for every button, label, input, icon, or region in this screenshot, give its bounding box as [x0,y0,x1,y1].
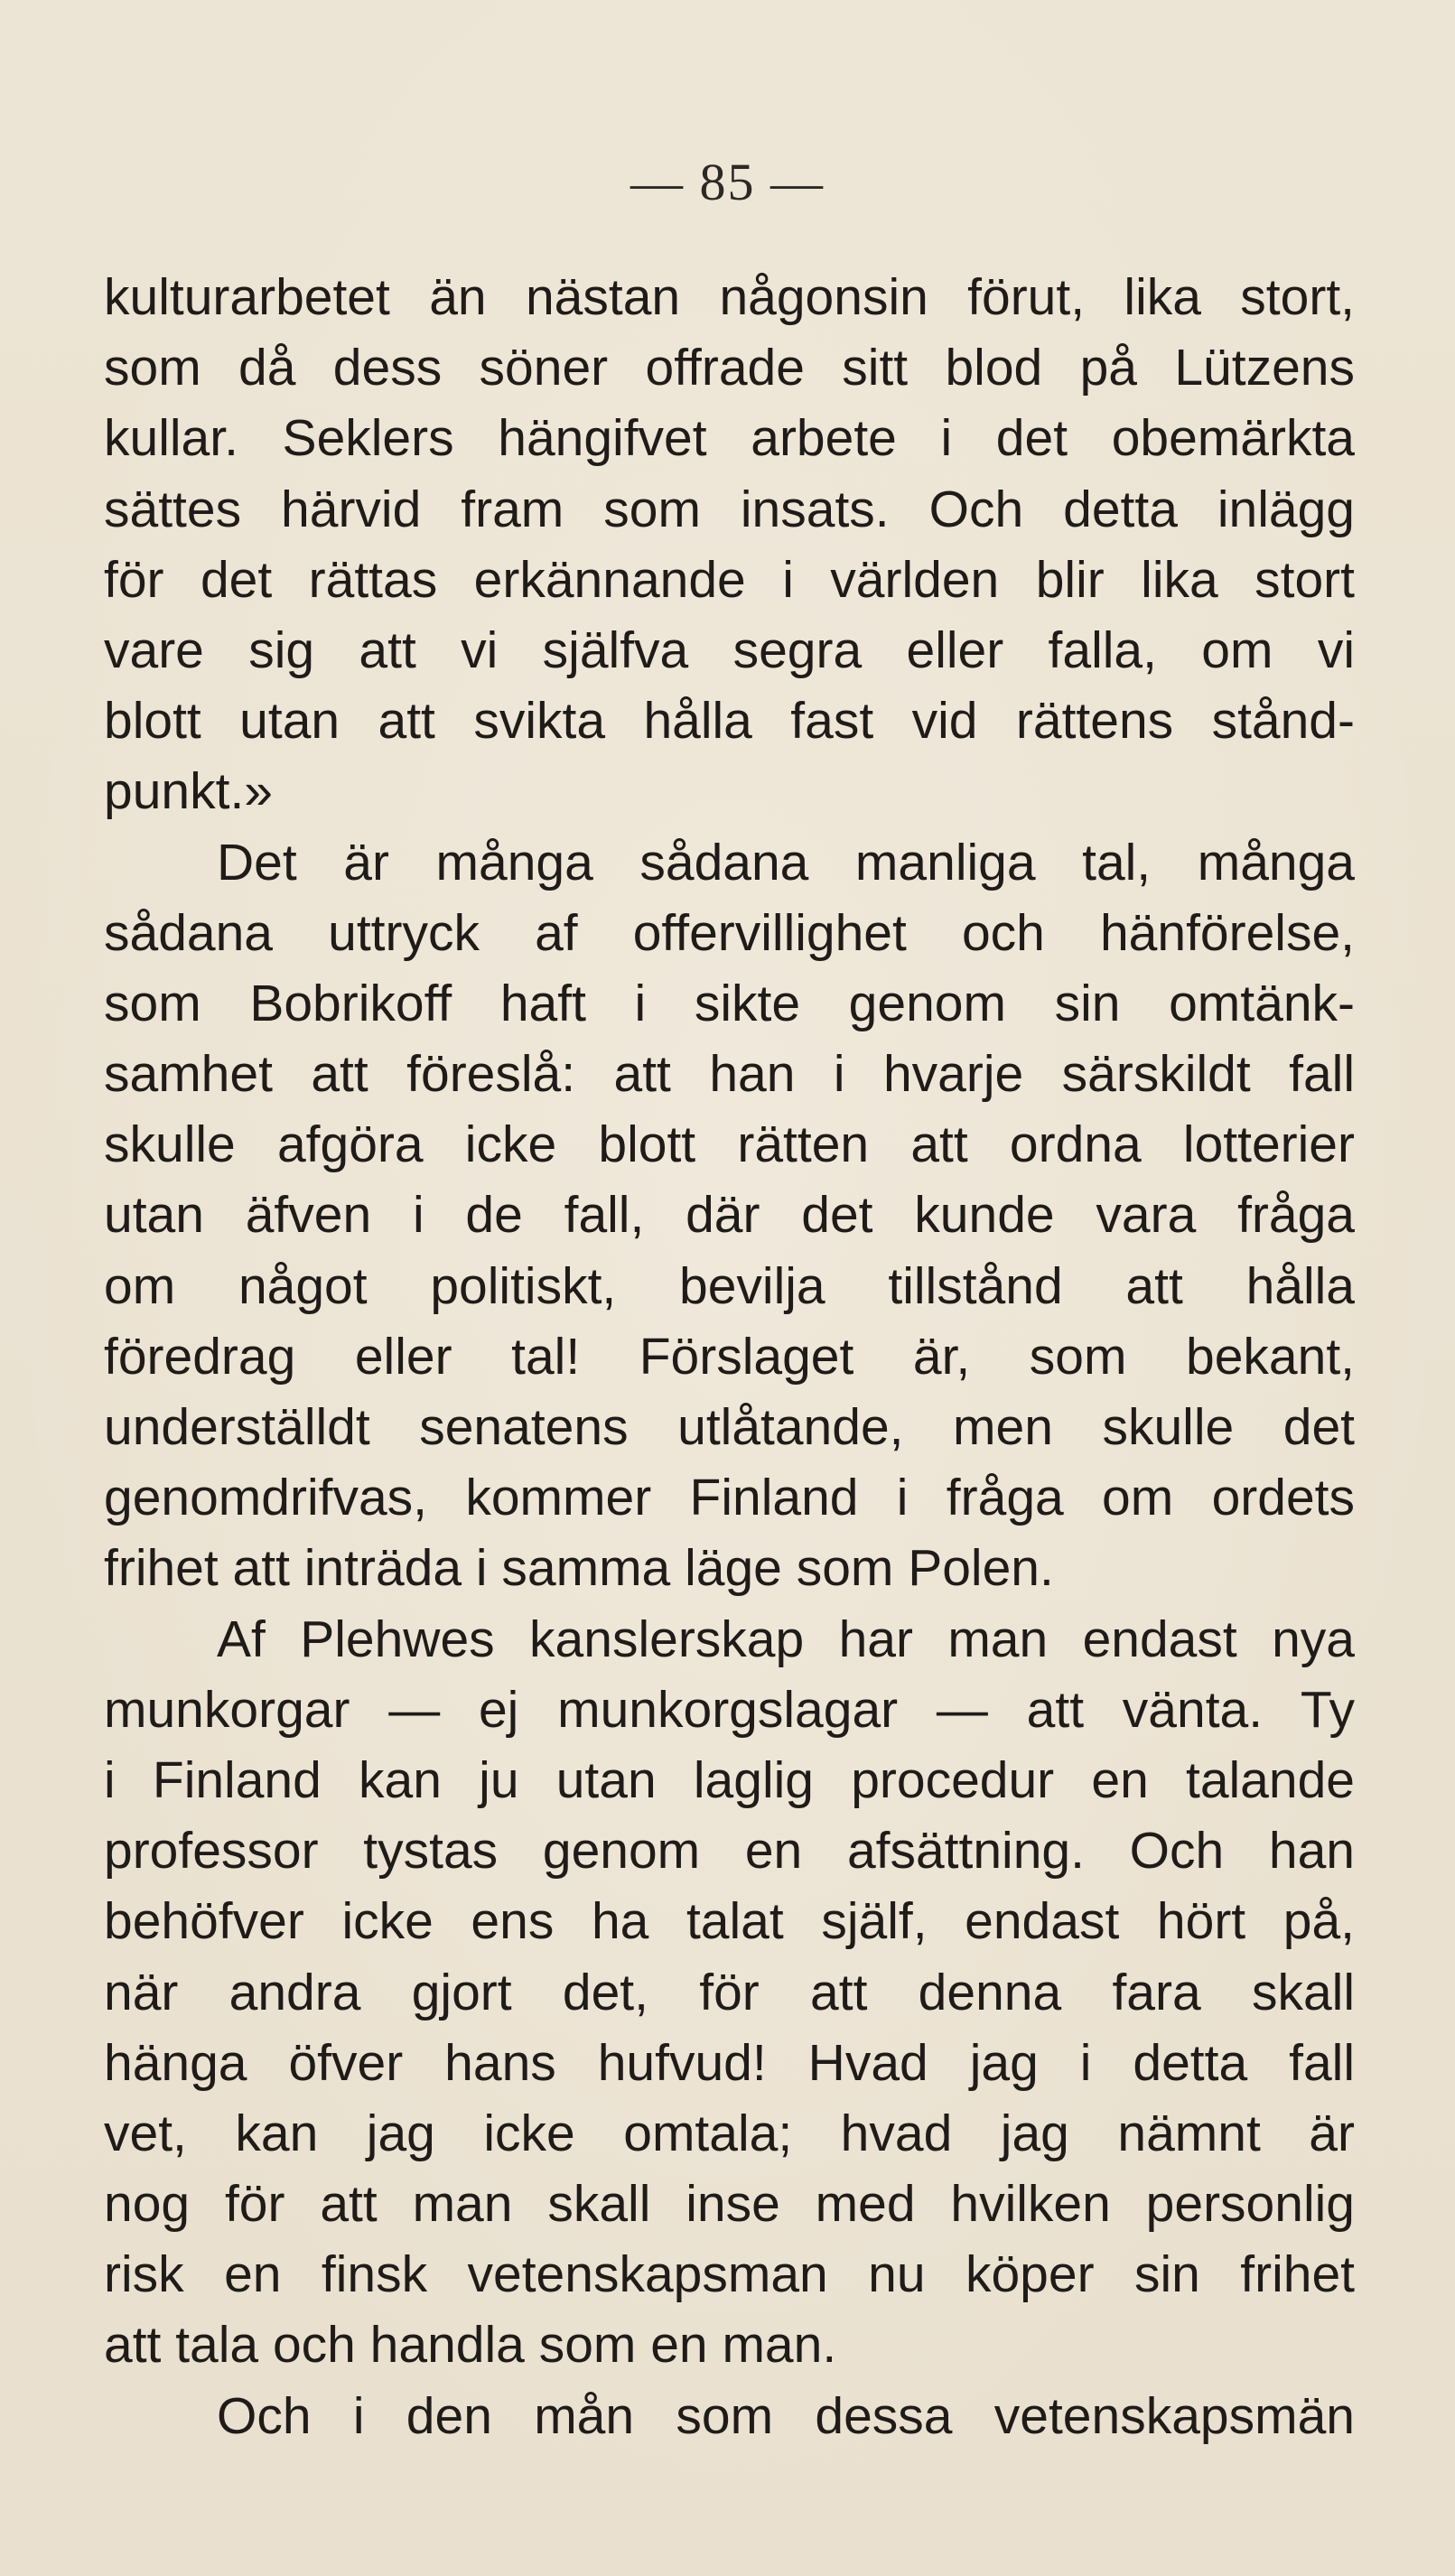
text-line: i Finland kan ju utan laglig procedur en talande [104,1750,1355,1809]
text-line: utan äfven i de fall, där det kunde vara fråga [104,1186,1355,1245]
text-line: professor tystas genom en afsättning. Och han [104,1822,1355,1881]
paragraph [104,262,1355,827]
text-line: skulle afgöra icke blott rätten att ordna lotterier [104,1115,1355,1174]
text-line: vare sig att vi själfva segra eller falla, om vi [104,621,1355,679]
text-line: genomdrifvas, kommer Finland i fråga om ordets [104,1469,1355,1527]
text-line: som Bobrikoff haft i sikte genom sin omtänk- [104,974,1355,1032]
text-line: Af Plehwes kanslerskap har man endast nya [217,1610,1355,1668]
paragraph [104,827,1355,1604]
text-line: att tala och handla som en man. [104,2316,837,2375]
text-line: om något politiskt, bevilja tillstånd att hålla [104,1256,1355,1315]
text-line: som då dess söner offrade sitt blod på Lützens [104,339,1355,397]
text-line: blott utan att svikta hålla fast vid rättens stånd- [104,692,1355,751]
text-line: kulturarbetet än nästan någonsin förut, lika stort, [104,268,1355,326]
text-line: när andra gjort det, för att denna fara skall [104,1963,1355,2021]
text-line: behöfver icke ens ha talat själf, endast hört på, [104,1892,1355,1951]
text-line: föredrag eller tal! Förslaget är, som bekant, [104,1327,1355,1386]
text-line: underställdt senatens utlåtande, men skulle det [104,1398,1355,1456]
paragraph [104,2381,1355,2451]
text-line: sådana uttryck af offervillighet och hänförelse, [104,903,1355,962]
text-line: risk en finsk vetenskapsman nu köper sin frihet [104,2245,1355,2304]
text-line: samhet att föreslå: att han i hvarje särskildt fall [104,1045,1355,1104]
text-line: hänga öfver hans hufvud! Hvad jag i detta fall [104,2033,1355,2092]
text-line: kullar. Seklers hängifvet arbete i det obemärkta [104,409,1355,468]
text-line: för det rättas erkännande i världen blir lika stort [104,550,1355,609]
text-line: nog för att man skall inse med hvilken personlig [104,2175,1355,2234]
text-line: vet, kan jag icke omtala; hvad jag nämnt är [104,2104,1355,2162]
text-line: Det är många sådana manliga tal, många [217,833,1355,891]
text-line: frihet att inträda i samma läge som Polen. [104,1539,1054,1598]
text-line: sättes härvid fram som insats. Och detta inlägg [104,480,1355,538]
text-line: munkorgar — ej munkorgslagar — att vänta. Ty [104,1680,1355,1739]
page-number: — 85 — [630,153,825,211]
text-line: punkt.» [104,762,273,821]
text-line: Och i den mån som dessa vetenskapsmän [217,2386,1355,2445]
paragraph [104,1604,1355,2381]
body-text [104,262,1355,2451]
